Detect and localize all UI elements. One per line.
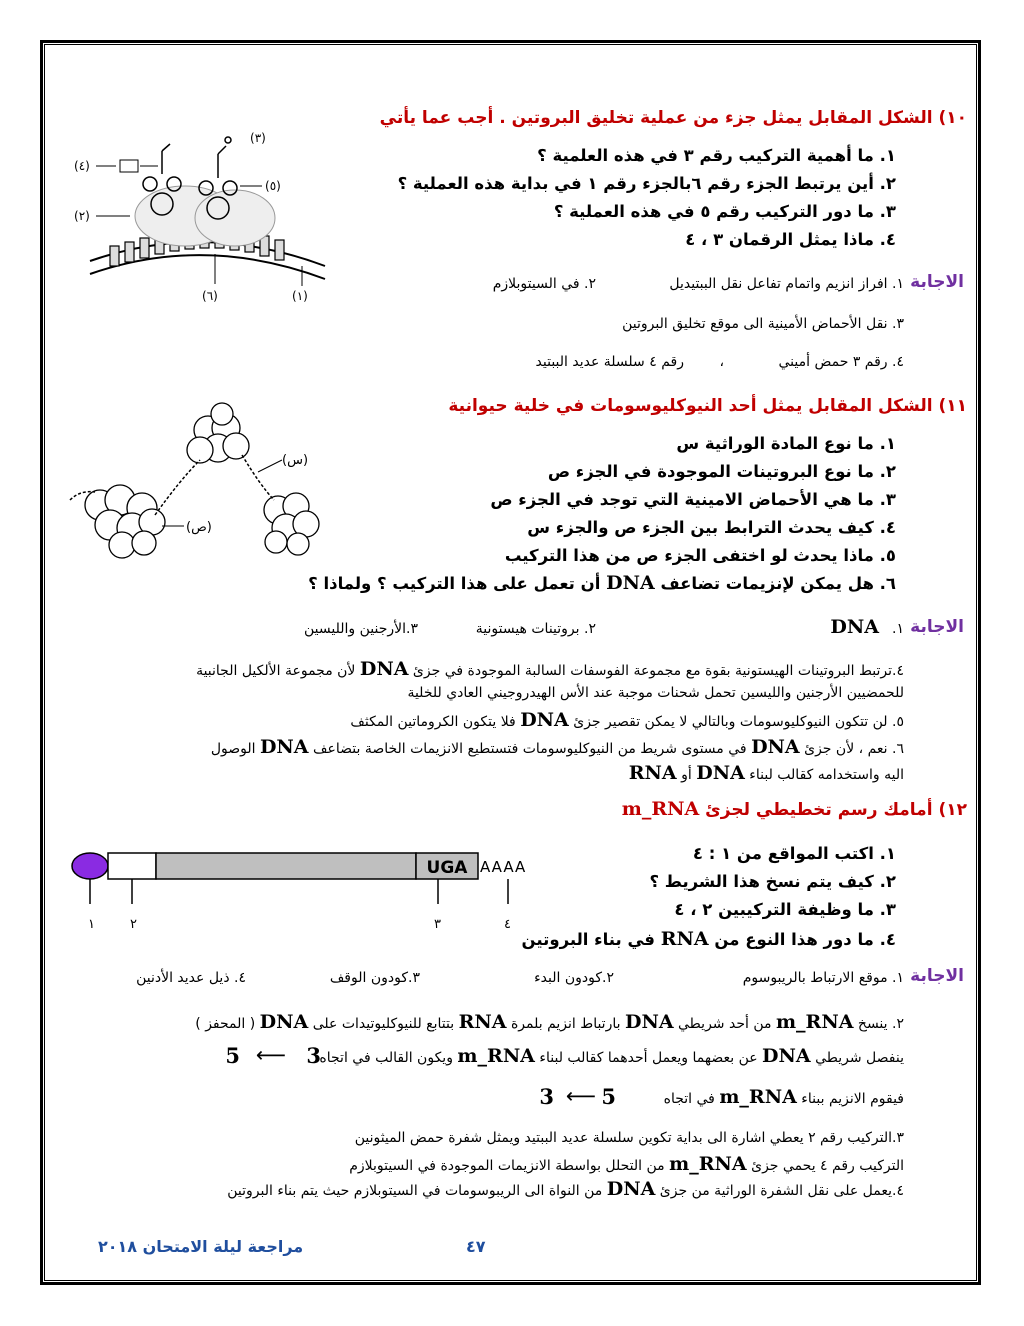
fig10-label-5: (٥) [265,179,281,193]
q11-answer-1-num: ١. [892,621,904,637]
q11-item-3: ٣. ما هي الأحماض الامينية التي توجد في الجزء ص [490,490,896,509]
q10-answer-label: الاجابة [910,272,964,292]
q11-item-4: ٤. كيف يحدث الترابط بين الجزء ص والجزء س [527,518,896,537]
fig10-label-2: (٢) [74,209,90,223]
q12-item-1: ١. اكتب المواقع من ١ : ٤ [692,844,896,863]
q11-item-2: ٢. ما نوع البروتينات الموجودة في الجزء ص [547,462,896,481]
mrna-label-2: ٢ [130,917,137,932]
nucleosome-figure [60,400,360,575]
q10-item-1: ١. ما أهمية التركيب رقم ٣ في هذه العلمية ؟ [537,146,896,165]
q12-answer-4: ٤.يعمل على نقل الشفرة الوراثية من جزئ DNA من النواة الى الريبوسومات في السيتوبلازم حيث يتم بناء البروتين [227,1178,904,1200]
page-number: ٤٧ [466,1237,486,1256]
q12-direction1-from: 3 [306,1043,321,1068]
fig10-label-4: (٤) [74,159,90,173]
q12-answer-1a: ١. موقع الارتباط بالريبوسوم [742,970,904,986]
q10-answer-1: ١. افراز انزيم واتمام تفاعل نقل الببتيديل [669,276,904,292]
fig10-label-1: (١) [292,289,308,303]
q12-direction2-from: 5 [601,1084,616,1109]
mrna-stop-codon: UGA [426,858,468,878]
mrna-start-region [108,853,156,879]
q11-answer-4b: للحمضيين الأرجنين والليسين تحمل شحنات موجبة عند الأس الهيدروجيني العادي للخلية [407,685,904,701]
q12-item-2: ٢. كيف يتم نسخ هذا الشريط ؟ [649,872,896,891]
q12-answer-label: الاجابة [910,966,964,986]
q12-answer-2b: ينفصل شريطي DNA عن بعضهما ويعمل أحدهما كقالب لبناء m_RNA ويكون القالب في اتجاه [319,1045,904,1067]
fig11-label-sad: (ص) [186,520,212,535]
q11-title: ١١) الشكل المقابل يمثل أحد النيوكليوسومات في خلية حيوانية [448,396,967,416]
q11-answer-1-dna: DNA [830,616,879,638]
q12-answer-1d: ٤. ذيل عديد الأدنين [136,970,246,986]
q11-item-6: ٦. هل يمكن لإنزيمات تضاعف DNA أن تعمل على هذا التركيب ؟ ولماذا ؟ [308,572,896,594]
mrna-polya-tail: AAAA [480,858,527,876]
q10-item-4: ٤. ماذا يمثل الرقمان ٣ ، ٤ [685,230,896,249]
q12-answer-3a: ٣.التركيب رقم ٢ يعطي اشارة الى بداية تكوين سلسلة عديد الببتيد ويمثل شفرة حمض الميثونين [354,1130,904,1146]
q12-answer-3b: التركيب رقم ٤ يحمي جزئ m_RNA من التحلل بواسطة الانزيمات الموجودة في السيتوبلازم [349,1153,904,1175]
q10-answer-4a: ٤. رقم ٣ حمض أميني [778,354,904,370]
q11-answer-label: الاجابة [910,617,964,637]
q11-item-5: ٥. ماذا يحدث لو اختفى الجزء ص من هذا التركيب [504,546,896,565]
q12-direction2-to: 3 [539,1084,554,1109]
mrna-label-3: ٣ [434,917,441,932]
q12-item-3: ٣. ما وظيفة التركيبين ٢ ، ٤ [674,900,896,919]
q11-answer-3: ٣.الأرجنين والليسين [304,621,418,637]
mrna-diagram [66,846,546,936]
q11-item-1: ١. ما نوع المادة الوراثية س [676,434,896,453]
q10-answer-4sep: ، [719,354,724,370]
direction-arrow-icon: ⟵ [565,1084,596,1108]
fig11-label-s: (س) [282,453,309,468]
q11-answer-2: ٢. بروتينات هيستونية [475,621,596,637]
mrna-label-4: ٤ [504,917,511,932]
q12-answer-2: ٢. ينسخ m_RNA من أحد شريطي DNA بارتباط انزيم بلمرة RNA بتتابع للنيوكليوتيدات على DNA ( المحفز ) [195,1011,904,1033]
q10-item-2: ٢. أين يرتبط الجزء رقم ٦بالجزء رقم ١ في بداية هذه العملية ؟ [397,174,896,193]
fig10-label-6: (٦) [202,289,218,303]
q10-item-3: ٣. ما دور التركيب رقم ٥ في هذه العملية ؟ [553,202,896,221]
footer-title: مراجعة ليلة الامتحان ٢٠١٨ [98,1237,304,1256]
mrna-cap [72,853,108,879]
translation-figure [70,126,340,326]
q12-direction1-to: 5 [225,1043,240,1068]
fig10-label-3: (٣) [250,131,266,145]
q12-item-4: ٤. ما دور هذا النوع من RNA في بناء البروتين [521,928,896,950]
q10-answer-4b: رقم ٤ سلسلة عديد الببتيد [535,354,684,370]
mrna-coding-region [156,853,416,879]
q11-answer-6: ٦. نعم ، لأن جزئ DNA في مستوى شريط من النيوكليوسومات فتستطيع الانزيمات الخاصة بتضاعف DNA الوصول [210,736,904,758]
q11-answer-6b: اليه واستخدامه كقالب لبناء DNA أو RNA [628,762,904,784]
direction-arrow-icon: ⟵ [255,1043,286,1067]
mrna-label-1: ١ [88,917,95,932]
q11-answer-4: ٤.ترتبط البروتينات الهيستونية بقوة مع مجموعة الفوسفات السالبة الموجودة في جزئ DNA لأن مجموعة الألكيل الجانبية [196,658,904,680]
q12-answer-2c: فيقوم الانزيم ببناء m_RNA في اتجاه [663,1086,904,1108]
q11-answer-5: ٥. لن تتكون النيوكليوسومات وبالتالي لا يمكن تقصير جزئ DNA فلا يتكون الكروماتين المكثف [350,709,904,731]
q10-answer-3: ٣. نقل الأحماض الأمينية الى موقع تخليق البروتين [622,316,904,332]
q12-answer-1c: ٣.كودون الوقف [329,970,420,986]
q12-title: ١٢) أمامك رسم تخطيطي لجزئ m_RNA [621,798,967,820]
q12-answer-1b: ٢.كودون البدء [534,970,614,986]
q10-title: ١٠) الشكل المقابل يمثل جزء من عملية تخليق البروتين . أجب عما يأتي [379,108,967,128]
q10-answer-2: ٢. في السيتوبلازم [492,276,596,292]
